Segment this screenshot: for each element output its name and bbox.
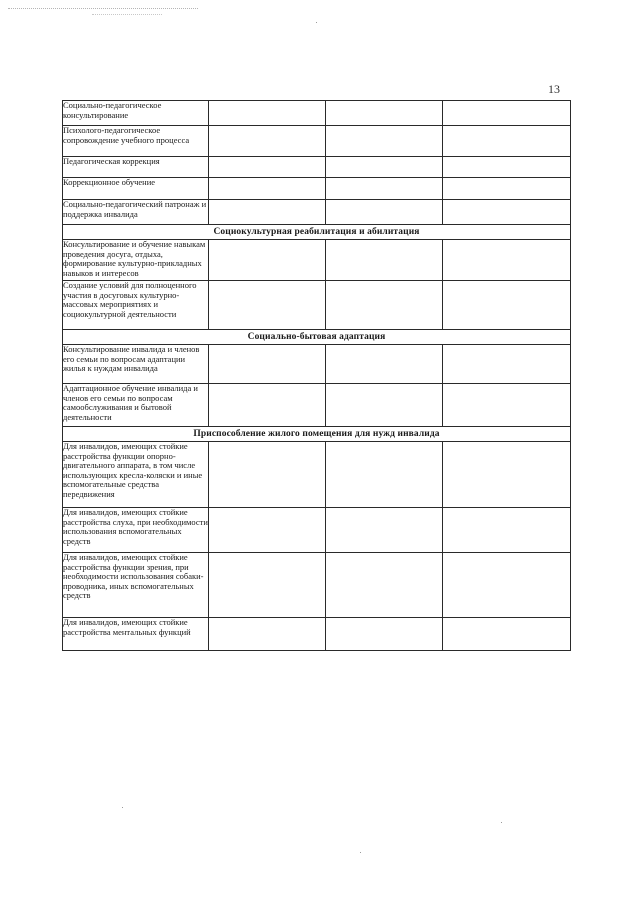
table-cell: [443, 442, 571, 508]
table-cell: [443, 240, 571, 281]
row-label: Психолого-педагогическое сопровождение учебного процесса: [63, 126, 209, 157]
table-cell: [443, 126, 571, 157]
table-cell: [443, 618, 571, 651]
table-cell: [209, 281, 326, 330]
row-label: Социально-педагогическое консультирование: [63, 101, 209, 126]
table-row: [63, 345, 571, 384]
table-cell: [326, 384, 443, 427]
table-cell: [209, 508, 326, 553]
table-cell: [443, 101, 571, 126]
section-heading-row: [63, 225, 571, 240]
table-cell: [209, 101, 326, 126]
row-label: Для инвалидов, имеющих стойкие расстройства функции зрения, при необходимости использования собаки-проводника, иных вспомогательных средств: [63, 553, 209, 618]
table-cell: [209, 178, 326, 200]
table-cell: [209, 345, 326, 384]
table-cell: [443, 345, 571, 384]
scan-artifact-line: [8, 8, 198, 11]
table-row: [63, 178, 571, 200]
row-label: Педагогическая коррекция: [63, 157, 209, 178]
row-label: Социально-педагогический патронаж и поддержка инвалида: [63, 200, 209, 225]
table-cell: [326, 178, 443, 200]
table-cell: [326, 618, 443, 651]
table-cell: [443, 281, 571, 330]
table-cell: [326, 101, 443, 126]
scan-speck: [122, 807, 123, 808]
row-label: Для инвалидов, имеющих стойкие расстройства функции опорно-двигательного аппарата, в том числе использующих кресла-коляски и иные вспомогательные средства передвижения: [63, 442, 209, 508]
table-cell: [209, 384, 326, 427]
table-row: [63, 281, 571, 330]
scan-speck: [360, 852, 361, 853]
section-heading-row: [63, 330, 571, 345]
table-cell: [209, 240, 326, 281]
table-cell: [209, 618, 326, 651]
table-cell: [326, 240, 443, 281]
table-cell: [209, 200, 326, 225]
section-heading-row: [63, 427, 571, 442]
table-cell: [443, 157, 571, 178]
table-cell: [443, 384, 571, 427]
row-label: Коррекционное обучение: [63, 178, 209, 200]
table-row: [63, 240, 571, 281]
section-heading: Социально-бытовая адаптация: [63, 330, 571, 345]
table-row: [63, 101, 571, 126]
table-row: [63, 126, 571, 157]
section-heading: Социокультурная реабилитация и абилитация: [63, 225, 571, 240]
table-row: [63, 157, 571, 178]
table-cell: [326, 553, 443, 618]
table-cell: [443, 553, 571, 618]
section-heading: Приспособление жилого помещения для нужд инвалида: [63, 427, 571, 442]
table-cell: [209, 553, 326, 618]
row-label: Для инвалидов, имеющих стойкие расстройства ментальных функций: [63, 618, 209, 651]
table-cell: [326, 126, 443, 157]
table-cell: [326, 200, 443, 225]
row-label: Консультирование и обучение навыкам проведения досуга, отдыха, формирование культурно-прикладных навыков и интересов: [63, 240, 209, 281]
table-cell: [326, 508, 443, 553]
table-cell: [443, 200, 571, 225]
table-cell: [326, 281, 443, 330]
table-cell: [209, 442, 326, 508]
table-row: [63, 442, 571, 508]
table-row: [63, 508, 571, 553]
table-row: [63, 553, 571, 618]
scan-artifact-line: [92, 14, 162, 15]
row-label: Адаптационное обучение инвалида и членов его семьи по вопросам самообслуживания и бытовой деятельности: [63, 384, 209, 427]
table-row: [63, 384, 571, 427]
scan-speck: [501, 822, 502, 823]
row-label: Для инвалидов, имеющих стойкие расстройства слуха, при необходимости использования вспомогательных средств: [63, 508, 209, 553]
rehabilitation-form-table: [62, 100, 571, 651]
table-row: [63, 200, 571, 225]
table-cell: [443, 508, 571, 553]
table-cell: [326, 157, 443, 178]
page-number: 13: [548, 82, 560, 96]
table-cell: [326, 345, 443, 384]
scan-speck: [316, 22, 317, 23]
table-cell: [209, 157, 326, 178]
table-row: [63, 618, 571, 651]
table-cell: [443, 178, 571, 200]
table-cell: [209, 126, 326, 157]
table-cell: [326, 442, 443, 508]
row-label: Консультирование инвалида и членов его семьи по вопросам адаптации жилья к нуждам инвалида: [63, 345, 209, 384]
row-label: Создание условий для полноценного участия в досуговых культурно-массовых мероприятиях и социокультурной деятельности: [63, 281, 209, 330]
